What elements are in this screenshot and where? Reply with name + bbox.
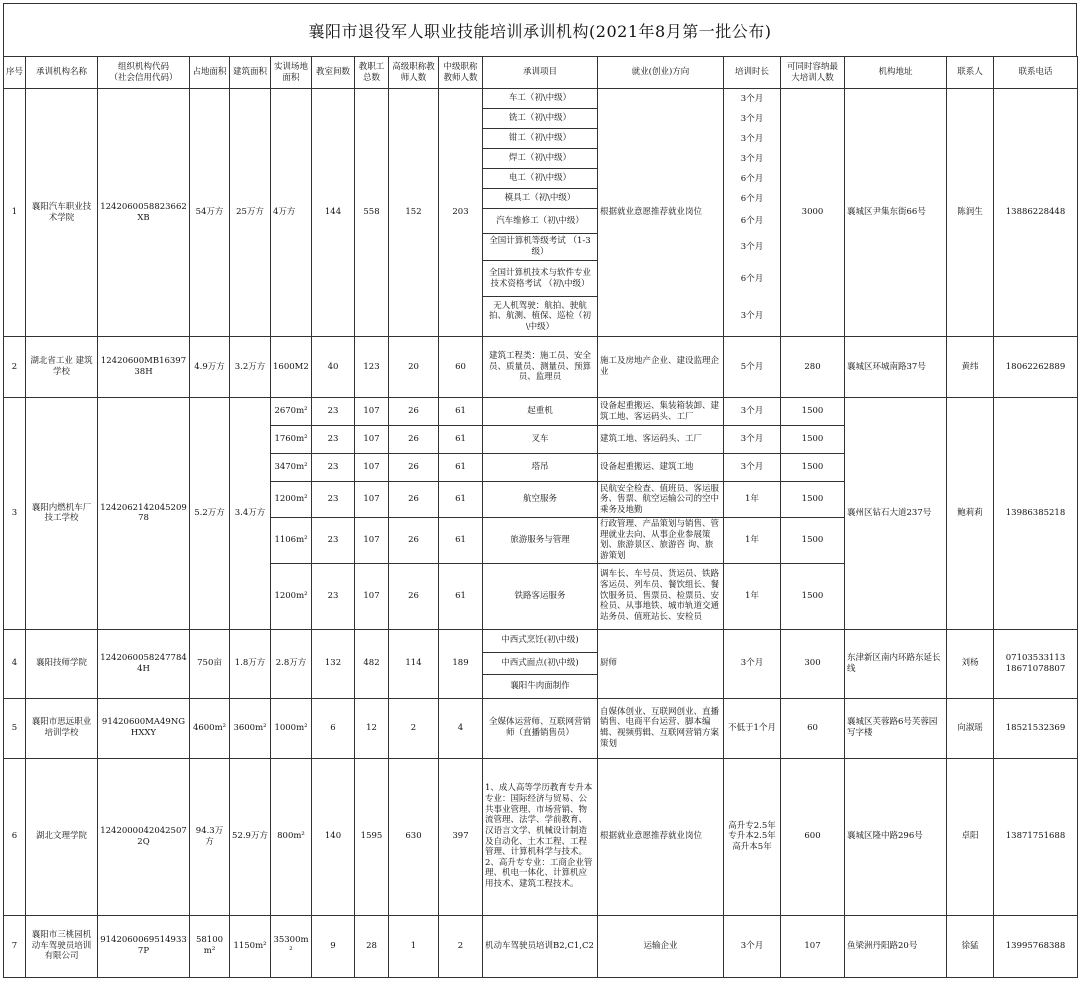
- cell-code: 91420600MA49NGHXXY: [98, 698, 190, 758]
- duration-line: 3个月: [740, 93, 764, 104]
- cell-name: 湖北省工业 建筑学校: [26, 337, 98, 398]
- cell-name: 襄阳技师学院: [26, 629, 98, 698]
- item-line: 中西式面点(初\中级): [483, 653, 597, 675]
- cell-code: 124206214204520978: [98, 398, 190, 630]
- cell-direction: 设备起重搬运、集装箱装卸、建筑工地、客运码头、工厂: [598, 398, 724, 426]
- header-staff: 教职工总数: [355, 57, 389, 89]
- cell-senior: 1: [389, 915, 439, 977]
- table-row: [4, 758, 1078, 915]
- cell-staff: 107: [355, 454, 389, 482]
- cell-rooms: 9: [312, 915, 355, 977]
- cell-capacity: 1500: [781, 482, 845, 518]
- cell-address: 鱼梁洲丹阳路20号: [845, 915, 947, 977]
- duration-line: 6个月: [740, 193, 764, 204]
- cell-site: 1106m²: [271, 518, 312, 564]
- cell-address: 襄城区芙蓉路6号芙蓉园写字楼: [845, 698, 947, 758]
- cell-items: [483, 89, 598, 337]
- cell-site: 1760m²: [271, 426, 312, 454]
- cell-direction: 建筑工地、客运码头、工厂: [598, 426, 724, 454]
- duration-line: 6个月: [740, 273, 764, 284]
- cell-direction: 设备起重搬运、建筑工地: [598, 454, 724, 482]
- header-land: 占地面积: [190, 57, 230, 89]
- cell-middle: 61: [439, 563, 483, 629]
- cell-direction: 厨师: [598, 629, 724, 698]
- cell-site: 1000m²: [271, 698, 312, 758]
- cell-staff: 28: [355, 915, 389, 977]
- cell-middle: 189: [439, 629, 483, 698]
- header-items: 承训项目: [483, 57, 598, 89]
- cell-contact: 向淑瑶: [947, 698, 994, 758]
- cell-phone: 18521532369: [994, 698, 1078, 758]
- duration-line: 6个月: [740, 216, 764, 227]
- header-duration: 培训时长: [724, 57, 781, 89]
- document-page: [3, 3, 1077, 978]
- cell-duration: 1年: [724, 482, 781, 518]
- header-address: 机构地址: [845, 57, 947, 89]
- cell-capacity: 300: [781, 629, 845, 698]
- header-building: 建筑面积: [230, 57, 271, 89]
- cell-name: 襄阳市三桃园机动车驾驶员培训有限公司: [26, 915, 98, 977]
- cell-name: 襄阳内燃机车厂技工学校: [26, 398, 98, 630]
- header-name: 承训机构名称: [26, 57, 98, 89]
- cell-address: 东津新区南内环路东延长线: [845, 629, 947, 698]
- cell-site: 1200m²: [271, 482, 312, 518]
- cell-items: 机动车驾驶员培训B2,C1,C2: [483, 915, 598, 977]
- cell-senior: 26: [389, 563, 439, 629]
- cell-duration: 3个月: [724, 398, 781, 426]
- page-title: 襄阳市退役军人职业技能培训承训机构(2021年8月第一批公布): [3, 3, 1077, 56]
- cell-middle: 4: [439, 698, 483, 758]
- cell-staff: 123: [355, 337, 389, 398]
- cell-staff: 107: [355, 398, 389, 426]
- cell-staff: 1595: [355, 758, 389, 915]
- cell-capacity: 107: [781, 915, 845, 977]
- cell-rooms: 132: [312, 629, 355, 698]
- cell-items: 1、成人高等学历教育专升本专业：国际经济与贸易、公共事业管理、市场营销、物流管理、法学、学前教育、汉语言文学、机械设计制造及自动化、土木工程、工程管理、计算机科学与技术。 2、高升专专业：工商企业管理、机电一体化、计算机应用技术、建筑工程技术。: [483, 758, 598, 915]
- cell-direction: 运输企业: [598, 915, 724, 977]
- cell-contact: 卓阳: [947, 758, 994, 915]
- header-capacity: 可同时容纳最大培训人数: [781, 57, 845, 89]
- item-line: 汽车维修工（初\中级）: [483, 209, 597, 234]
- item-line: 车工（初\中级）: [483, 89, 597, 109]
- cell-items: 塔吊: [483, 454, 598, 482]
- cell-staff: 107: [355, 518, 389, 564]
- cell-senior: 114: [389, 629, 439, 698]
- item-line: 钳工（初\中级）: [483, 129, 597, 149]
- header-senior: 高级职称教师人数: [389, 57, 439, 89]
- cell-rooms: 23: [312, 518, 355, 564]
- header-row: [4, 57, 1078, 89]
- cell-duration: 3个月: [724, 454, 781, 482]
- cell-rooms: 23: [312, 454, 355, 482]
- cell-middle: 60: [439, 337, 483, 398]
- cell-code: 12420600MB1639738H: [98, 337, 190, 398]
- table-row: [4, 915, 1078, 977]
- cell-items: 叉车: [483, 426, 598, 454]
- cell-site: 2670m²: [271, 398, 312, 426]
- cell-direction: 根据就业意愿推荐就业岗位: [598, 758, 724, 915]
- cell-middle: 61: [439, 518, 483, 564]
- cell-seq: 6: [4, 758, 26, 915]
- cell-rooms: 144: [312, 89, 355, 337]
- cell-address: 襄州区钻石大道237号: [845, 398, 947, 630]
- cell-seq: 2: [4, 337, 26, 398]
- cell-staff: 12: [355, 698, 389, 758]
- cell-direction: 行政管理、产品策划与销售、管理就业去向、从事企业参展策划、旅游景区、旅游咨 询、旅游策划: [598, 518, 724, 564]
- cell-staff: 107: [355, 563, 389, 629]
- cell-seq: 5: [4, 698, 26, 758]
- cell-building: 3.4万方: [230, 398, 271, 630]
- cell-name: 襄阳市思远职业培训学校: [26, 698, 98, 758]
- cell-staff: 107: [355, 482, 389, 518]
- cell-duration: 3个月: [724, 915, 781, 977]
- cell-direction: 根据就业意愿推荐就业岗位: [598, 89, 724, 337]
- cell-contact: 徐猛: [947, 915, 994, 977]
- cell-senior: 26: [389, 398, 439, 426]
- cell-capacity: 1500: [781, 454, 845, 482]
- header-seq: 序号: [4, 57, 26, 89]
- cell-duration: 3个月: [724, 426, 781, 454]
- cell-items: 铁路客运服务: [483, 563, 598, 629]
- cell-phone: 18062262889: [994, 337, 1078, 398]
- cell-phone: 13986385218: [994, 398, 1078, 630]
- item-line: 襄阳牛肉面制作: [510, 680, 570, 691]
- cell-senior: 20: [389, 337, 439, 398]
- cell-land: 94.3万方: [190, 758, 230, 915]
- cell-middle: 61: [439, 426, 483, 454]
- cell-middle: 61: [439, 454, 483, 482]
- table-row: [4, 89, 1078, 337]
- cell-middle: 203: [439, 89, 483, 337]
- cell-items: [483, 629, 598, 698]
- cell-phone: 07103533113 18671078807: [994, 629, 1078, 698]
- cell-rooms: 23: [312, 482, 355, 518]
- cell-senior: 630: [389, 758, 439, 915]
- item-line: 无人机驾驶：航拍、驶航拍、航测、植保、巡检（初\中级）: [488, 300, 591, 332]
- cell-middle: 397: [439, 758, 483, 915]
- cell-senior: 152: [389, 89, 439, 337]
- table-row: [4, 398, 1078, 426]
- cell-direction: 民航安全检查、值班员、客运服务、售票、航空运输公司的空中乘务及地勤: [598, 482, 724, 518]
- cell-duration: 高升专2.5年专升本2.5年高升本5年: [724, 758, 781, 915]
- cell-name: 襄阳汽车职业技术学院: [26, 89, 98, 337]
- cell-land: 4600m²: [190, 698, 230, 758]
- cell-rooms: 40: [312, 337, 355, 398]
- cell-senior: 26: [389, 518, 439, 564]
- cell-items: 旅游服务与管理: [483, 518, 598, 564]
- cell-land: 4.9万方: [190, 337, 230, 398]
- cell-duration: 5个月: [724, 337, 781, 398]
- header-code: 组织机构代码 （社会信用代码）: [98, 57, 190, 89]
- header-direction: 就业(创业)方向: [598, 57, 724, 89]
- cell-land: 750亩: [190, 629, 230, 698]
- cell-capacity: 60: [781, 698, 845, 758]
- cell-seq: 3: [4, 398, 26, 630]
- cell-contact: 鲍莉莉: [947, 398, 994, 630]
- item-line: 全国计算机技术与软件专业技术资格考试 （初\中级）: [483, 261, 597, 297]
- cell-code: 12420600582477844H: [98, 629, 190, 698]
- cell-land: 58100m²: [190, 915, 230, 977]
- cell-code: 12420600588236​62XB: [98, 89, 190, 337]
- cell-code: 91420600695149337P: [98, 915, 190, 977]
- cell-building: 25万方: [230, 89, 271, 337]
- cell-phone: 13995768388: [994, 915, 1078, 977]
- cell-rooms: 140: [312, 758, 355, 915]
- cell-address: 襄城区环城南路37号: [845, 337, 947, 398]
- cell-name: 湖北文理学院: [26, 758, 98, 915]
- cell-site: 1600M2: [271, 337, 312, 398]
- cell-capacity: 3000: [781, 89, 845, 337]
- cell-land: 5.2万方: [190, 398, 230, 630]
- duration-line: 6个月: [740, 173, 764, 184]
- cell-duration: [724, 89, 781, 337]
- header-middle: 中级职称教师人数: [439, 57, 483, 89]
- cell-building: 1.8万方: [230, 629, 271, 698]
- table-row: [4, 698, 1078, 758]
- cell-senior: 26: [389, 426, 439, 454]
- cell-building: 3600m²: [230, 698, 271, 758]
- cell-site: 4万方: [271, 89, 312, 337]
- cell-items: 全媒体运营师、互联网营销师（直播销售员）: [483, 698, 598, 758]
- cell-address: 襄城区隆中路296号: [845, 758, 947, 915]
- cell-land: 54万方: [190, 89, 230, 337]
- cell-seq: 7: [4, 915, 26, 977]
- cell-site: 2.8万方: [271, 629, 312, 698]
- cell-phone: 13886228448: [994, 89, 1078, 337]
- cell-site: 35300m²: [271, 915, 312, 977]
- cell-items: 建筑工程类：施工员、安全员、质量员、测量员、预算员、监理员: [483, 337, 598, 398]
- cell-items: 起重机: [483, 398, 598, 426]
- cell-capacity: 280: [781, 337, 845, 398]
- cell-address: 襄城区尹集东街66号: [845, 89, 947, 337]
- item-line: 全国计算机等级考试 （1-3级）: [483, 234, 597, 261]
- cell-seq: 4: [4, 629, 26, 698]
- duration-line: 3个月: [740, 133, 764, 144]
- item-line: 电工（初\中级）: [483, 169, 597, 189]
- cell-contact: 黄纬: [947, 337, 994, 398]
- cell-duration: 3个月: [724, 629, 781, 698]
- cell-duration: 1年: [724, 563, 781, 629]
- item-line: 铣工（初\中级）: [483, 109, 597, 129]
- cell-rooms: 6: [312, 698, 355, 758]
- table-row: [4, 337, 1078, 398]
- cell-site: 1200m²: [271, 563, 312, 629]
- item-line: 模具工（初\中级）: [483, 189, 597, 209]
- cell-contact: 陈润生: [947, 89, 994, 337]
- duration-line: 3个月: [740, 311, 764, 322]
- cell-building: 52.9万方: [230, 758, 271, 915]
- cell-staff: 558: [355, 89, 389, 337]
- cell-capacity: 1500: [781, 398, 845, 426]
- cell-duration: 1年: [724, 518, 781, 564]
- cell-building: 3.2万方: [230, 337, 271, 398]
- cell-site: 3470m²: [271, 454, 312, 482]
- cell-duration: 不低于1个月: [724, 698, 781, 758]
- cell-site: 800m²: [271, 758, 312, 915]
- cell-seq: 1: [4, 89, 26, 337]
- cell-middle: 2: [439, 915, 483, 977]
- cell-capacity: 1500: [781, 518, 845, 564]
- cell-rooms: 23: [312, 426, 355, 454]
- cell-middle: 61: [439, 398, 483, 426]
- item-line: 焊工（初\中级）: [483, 149, 597, 169]
- duration-line: 3个月: [740, 242, 764, 253]
- cell-middle: 61: [439, 482, 483, 518]
- cell-code: 12420000420425072Q: [98, 758, 190, 915]
- cell-senior: 26: [389, 454, 439, 482]
- cell-direction: 施工及房地产企业、建设监理企业: [598, 337, 724, 398]
- item-line: 中西式烹饪(初\中级): [483, 630, 597, 653]
- duration-line: 3个月: [740, 153, 764, 164]
- training-institutions-table: [3, 56, 1078, 978]
- cell-senior: 26: [389, 482, 439, 518]
- header-site: 实训场地面积: [271, 57, 312, 89]
- cell-staff: 482: [355, 629, 389, 698]
- cell-capacity: 600: [781, 758, 845, 915]
- cell-direction: 自媒体创业、互联网创业、直播销售、电商平台运营、脚本编辑、视频剪辑、互联网营销方案策划: [598, 698, 724, 758]
- duration-line: 3个月: [740, 113, 764, 124]
- cell-staff: 107: [355, 426, 389, 454]
- cell-building: 1150m²: [230, 915, 271, 977]
- cell-capacity: 1500: [781, 563, 845, 629]
- cell-items: 航空服务: [483, 482, 598, 518]
- cell-rooms: 23: [312, 398, 355, 426]
- header-contact: 联系人: [947, 57, 994, 89]
- cell-direction: 调车长、车号员、货运员、铁路客运员、列车员、餐饮组长、餐饮服务员、售票员、检票员、安检员、从事地铁、城市轨道交通站务员、值班站长、安检员: [598, 563, 724, 629]
- header-rooms: 教室间数: [312, 57, 355, 89]
- cell-senior: 2: [389, 698, 439, 758]
- table-row: [4, 629, 1078, 698]
- cell-capacity: 1500: [781, 426, 845, 454]
- cell-rooms: 23: [312, 563, 355, 629]
- cell-contact: 刘杨: [947, 629, 994, 698]
- header-phone: 联系电话: [994, 57, 1078, 89]
- cell-phone: 13871751688: [994, 758, 1078, 915]
